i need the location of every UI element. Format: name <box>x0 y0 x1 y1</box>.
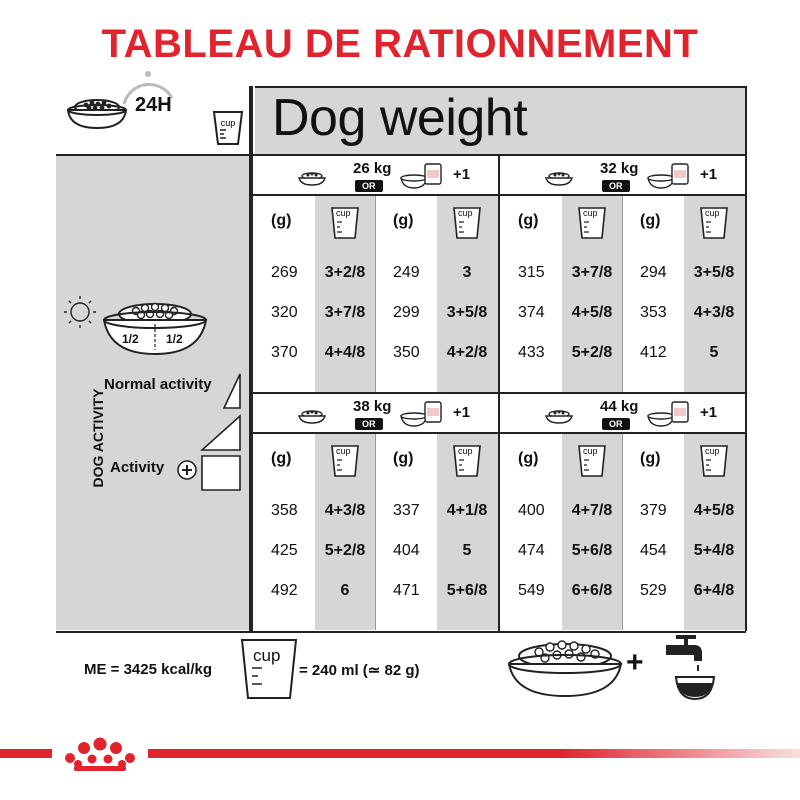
cup-value: 4+1/8 <box>446 502 488 519</box>
grams-value: 471 <box>393 582 420 599</box>
grams-header: (g) <box>640 212 661 229</box>
crown-logo <box>58 732 142 774</box>
cup-label: cup <box>458 446 473 456</box>
grams-value: 299 <box>393 304 420 321</box>
grams-value: 358 <box>271 502 298 519</box>
bowl-icon <box>297 408 327 429</box>
grams-value: 425 <box>271 542 298 559</box>
weight-band <box>500 156 745 196</box>
half-left-label: 1/2 <box>122 332 139 346</box>
grams-value: 337 <box>393 502 420 519</box>
plus-can-label: +1 <box>700 404 718 421</box>
grams-value: 412 <box>640 344 667 361</box>
grams-value: 474 <box>518 542 545 559</box>
footer-divider <box>56 631 746 633</box>
cup-value: 6+6/8 <box>571 582 613 599</box>
block-mid-divider <box>622 434 623 630</box>
weight-block <box>253 394 498 630</box>
grams-value: 379 <box>640 502 667 519</box>
cup-value: 3+5/8 <box>446 304 488 321</box>
cup-value: 3+5/8 <box>693 264 735 281</box>
or-badge: OR <box>355 180 383 192</box>
cup-value: 5+4/8 <box>693 542 735 559</box>
bowl-icon <box>297 170 327 191</box>
cup-label: cup <box>336 446 351 456</box>
cup-value: 3+7/8 <box>571 264 613 281</box>
bowl-can-icon <box>646 160 692 195</box>
cup-label: cup <box>458 208 473 218</box>
cup-value: 5+2/8 <box>324 542 366 559</box>
cup-value: 4+5/8 <box>571 304 613 321</box>
cup-value: 5+2/8 <box>571 344 613 361</box>
grams-value: 269 <box>271 264 298 281</box>
weight-block <box>253 156 498 392</box>
plus-sign: + <box>626 646 644 679</box>
grams-value: 374 <box>518 304 545 321</box>
cup-value: 4+3/8 <box>693 304 735 321</box>
or-badge: OR <box>355 418 383 430</box>
weight-label: 38 kg <box>353 398 392 415</box>
grams-value: 454 <box>640 542 667 559</box>
moon-icon <box>218 298 232 326</box>
weight-label: 26 kg <box>353 160 392 177</box>
block-mid-divider <box>622 196 623 392</box>
cup-value: 5+6/8 <box>446 582 488 599</box>
weight-band <box>253 394 498 434</box>
grams-value: 320 <box>271 304 298 321</box>
grams-value: 353 <box>640 304 667 321</box>
dog-activity-axis: DOG ACTIVITY <box>90 388 106 488</box>
cup-value: 6 <box>340 582 350 599</box>
grams-header: (g) <box>393 450 414 467</box>
cup-value: 4+7/8 <box>571 502 613 519</box>
grams-value: 249 <box>393 264 420 281</box>
grams-value: 404 <box>393 542 420 559</box>
plus-can-label: +1 <box>700 166 718 183</box>
weight-block <box>500 156 745 392</box>
weight-band <box>253 156 498 196</box>
water-tap-icon <box>660 633 716 701</box>
grams-value: 294 <box>640 264 667 281</box>
weight-block <box>500 394 745 630</box>
cup-value: 4+3/8 <box>324 502 366 519</box>
bowl-icon <box>104 304 206 355</box>
dog-weight-title: Dog weight <box>272 89 528 147</box>
grams-value: 350 <box>393 344 420 361</box>
cup-value: 4+4/8 <box>324 344 366 361</box>
bowl-can-icon <box>399 160 445 195</box>
activity-ramps <box>200 372 246 492</box>
cup-value: 5 <box>462 542 472 559</box>
plus-circle-icon <box>176 459 198 481</box>
bowl-icon <box>544 408 574 429</box>
grams-header: (g) <box>271 450 292 467</box>
cup-label: cup <box>336 208 351 218</box>
grams-value: 315 <box>518 264 545 281</box>
cup-value: 5+6/8 <box>571 542 613 559</box>
footer-cup-label: cup <box>253 646 281 665</box>
cup-equivalence: = 240 ml (≃ 82 g) <box>299 662 420 679</box>
grams-header: (g) <box>271 212 292 229</box>
cup-value: 3 <box>462 264 472 281</box>
weight-label: 44 kg <box>600 398 639 415</box>
normal-activity-label: Normal activity <box>104 376 212 393</box>
cup-label: cup <box>583 446 598 456</box>
day-night-bowl <box>60 284 245 364</box>
grams-value: 529 <box>640 582 667 599</box>
grams-value: 370 <box>271 344 298 361</box>
grams-value: 400 <box>518 502 545 519</box>
sun-icon <box>64 296 96 328</box>
or-badge: OR <box>602 418 630 430</box>
half-right-label: 1/2 <box>166 332 183 346</box>
cup-value: 4+5/8 <box>693 502 735 519</box>
bowl-icon <box>64 96 130 132</box>
block-mid-divider <box>375 196 376 392</box>
page-title: TABLEAU DE RATIONNEMENT <box>101 22 699 66</box>
grams-header: (g) <box>640 450 661 467</box>
cup-value: 4+2/8 <box>446 344 488 361</box>
grams-header: (g) <box>518 450 539 467</box>
grams-value: 433 <box>518 344 545 361</box>
plus-can-label: +1 <box>453 166 471 183</box>
metabolizable-energy: ME = 3425 kcal/kg <box>84 661 212 678</box>
grams-header: (g) <box>393 212 414 229</box>
cup-value: 3+7/8 <box>324 304 366 321</box>
grams-header: (g) <box>518 212 539 229</box>
cup-icon <box>212 110 244 146</box>
cup-value: 6+4/8 <box>693 582 735 599</box>
or-badge: OR <box>602 180 630 192</box>
plus-can-label: +1 <box>453 404 471 421</box>
grid-right-edge <box>745 86 747 631</box>
block-mid-divider <box>375 434 376 630</box>
grid-divider-v <box>498 156 500 631</box>
high-activity-label: Activity <box>110 459 165 476</box>
weight-band <box>500 394 745 434</box>
cup-label: cup <box>705 446 720 456</box>
grams-value: 492 <box>271 582 298 599</box>
cup-value: 5 <box>709 344 719 361</box>
period-label: 24H <box>135 94 172 116</box>
bowl-can-icon <box>399 398 445 433</box>
weight-label: 32 kg <box>600 160 639 177</box>
cup-label: cup <box>583 208 598 218</box>
grams-value: 549 <box>518 582 545 599</box>
cup-value: 3+2/8 <box>324 264 366 281</box>
bowl-icon <box>544 170 574 191</box>
svg-text:cup: cup <box>220 118 236 128</box>
cup-label: cup <box>705 208 720 218</box>
bowl-can-icon <box>646 398 692 433</box>
bowl-icon <box>505 634 625 700</box>
